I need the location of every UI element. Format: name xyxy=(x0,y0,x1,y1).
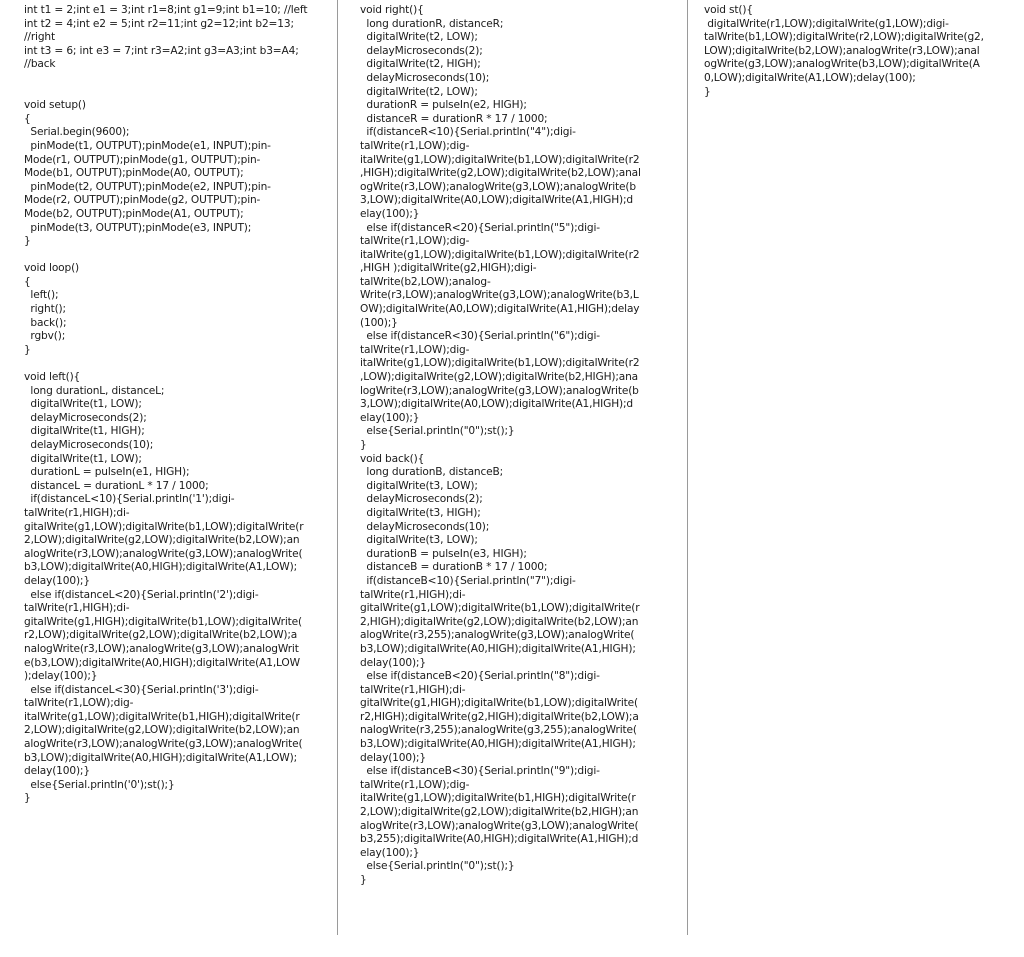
code-line: alogWrite(r3,LOW);analogWrite(g3,LOW);analogWrite( xyxy=(24,738,303,751)
code-line: ogWrite(g3,LOW);analogWrite(b3,LOW);digitalWrite(A xyxy=(704,58,980,71)
code-line: pinMode(t1, OUTPUT);pinMode(e1, INPUT);pin- xyxy=(24,139,271,152)
code-line: if(distanceR<10){Serial.println("4");digi- xyxy=(360,126,576,139)
code-line: } xyxy=(24,343,31,356)
code-line: else{Serial.println('0');st();} xyxy=(24,778,175,791)
code-line: alogWrite(r3,LOW);analogWrite(g3,LOW);analogWrite( xyxy=(24,547,303,560)
code-line: void left(){ xyxy=(24,371,81,384)
code-line: digitalWrite(t3, HIGH); xyxy=(360,506,481,519)
code-line: Mode(r2, OUTPUT);pinMode(g2, OUTPUT);pin- xyxy=(24,194,261,207)
code-line: } xyxy=(360,439,367,451)
code-line: );delay(100);} xyxy=(24,670,98,683)
code-line: talWrite(r1,LOW);dig- xyxy=(360,235,470,248)
code-column-middle xyxy=(360,4,678,888)
code-line: ,LOW);digitalWrite(g2,LOW);digitalWrite(b2,HIGH);ana xyxy=(360,371,639,384)
code-line: //right xyxy=(24,31,55,44)
code-line: } xyxy=(360,874,367,886)
code-column-left xyxy=(24,4,330,806)
code-line: talWrite(b1,LOW);digitalWrite(r2,LOW);digitalWrite(g2, xyxy=(704,31,984,44)
code-line: right(); xyxy=(24,303,66,316)
code-line: else if(distanceL<30){Serial.println('3');digi- xyxy=(24,683,259,696)
code-line: 2,LOW);digitalWrite(g2,LOW);digitalWrite(b2,HIGH);an xyxy=(360,806,639,819)
code-line: digitalWrite(t3, LOW); xyxy=(360,479,478,492)
code-line: else if(distanceR<20){Serial.println("5");digi- xyxy=(360,221,600,234)
column-divider xyxy=(687,0,688,935)
code-line: 3,LOW);digitalWrite(A0,LOW);digitalWrite(A1,HIGH);d xyxy=(360,398,633,411)
code-line: else{Serial.println("0");st();} xyxy=(360,425,515,438)
code-line: digitalWrite(t1, LOW); xyxy=(24,452,142,465)
code-line: //back xyxy=(24,58,56,71)
code-line: italWrite(g1,LOW);digitalWrite(b1,LOW);digitalWrite(r2 xyxy=(360,357,640,370)
code-line: void st(){ xyxy=(704,4,753,16)
code-line: { xyxy=(24,275,31,288)
code-line: Mode(r1, OUTPUT);pinMode(g1, OUTPUT);pin- xyxy=(24,153,261,166)
code-line: 2,LOW);digitalWrite(g2,LOW);digitalWrite(b2,LOW);an xyxy=(24,534,300,547)
code-line: talWrite(b2,LOW);analog- xyxy=(360,275,491,288)
code-line: else if(distanceB<20){Serial.println("8");digi- xyxy=(360,670,600,683)
code-line: (100);} xyxy=(360,316,398,329)
code-line: b3,LOW);digitalWrite(A0,HIGH);digitalWrite(A1,HIGH); xyxy=(360,642,636,655)
code-line: gitalWrite(g1,HIGH);digitalWrite(b1,LOW);digitalWrite( xyxy=(24,615,302,628)
code-line: r2,HIGH);digitalWrite(g2,HIGH);digitalWrite(b2,LOW);a xyxy=(360,710,639,723)
code-line: if(distanceL<10){Serial.println('1');digi- xyxy=(24,493,235,506)
code-line: void loop() xyxy=(24,262,80,275)
code-line: Mode(b1, OUTPUT);pinMode(A0, OUTPUT); xyxy=(24,167,244,180)
code-line: digitalWrite(t1, HIGH); xyxy=(24,425,145,438)
code-line: 0,LOW);digitalWrite(A1,LOW);delay(100); xyxy=(704,71,916,84)
code-column-right xyxy=(704,4,1014,99)
code-line: digitalWrite(t2, LOW); xyxy=(360,31,478,44)
code-line: pinMode(t2, OUTPUT);pinMode(e2, INPUT);pin- xyxy=(24,180,271,193)
code-line: void right(){ xyxy=(360,4,424,16)
code-line: gitalWrite(g1,LOW);digitalWrite(b1,LOW);digitalWrite(r xyxy=(360,602,640,615)
code-line: void back(){ xyxy=(360,452,425,465)
code-line: else{Serial.println("0");st();} xyxy=(360,860,515,873)
code-line: elay(100);} xyxy=(360,207,420,220)
code-line: talWrite(r1,LOW);dig- xyxy=(360,778,470,791)
code-line: rgbv(); xyxy=(24,330,66,343)
code-line: int t2 = 4;int e2 = 5;int r2=11;int g2=12;int b2=13; xyxy=(24,17,294,30)
code-line: talWrite(r1,HIGH);di- xyxy=(24,602,130,615)
code-line: b3,LOW);digitalWrite(A0,HIGH);digitalWrite(A1,LOW); xyxy=(24,751,297,764)
code-line: { xyxy=(24,112,31,125)
code-line: delayMicroseconds(2); xyxy=(24,411,147,424)
code-line: long durationB, distanceB; xyxy=(360,466,504,479)
code-line: delay(100);} xyxy=(24,574,90,587)
code-line: if(distanceB<10){Serial.println("7");digi- xyxy=(360,574,576,587)
code-line: else if(distanceB<30){Serial.println("9");digi- xyxy=(360,765,600,778)
code-line: durationR = pulseIn(e2, HIGH); xyxy=(360,99,527,112)
code-line: b3,LOW);digitalWrite(A0,HIGH);digitalWrite(A1,HIGH); xyxy=(360,738,636,751)
code-line: b3,LOW);digitalWrite(A0,HIGH);digitalWrite(A1,LOW); xyxy=(24,561,297,574)
code-line: 2,HIGH);digitalWrite(g2,LOW);digitalWrite(b2,LOW);an xyxy=(360,615,639,628)
code-line: else if(distanceR<30){Serial.println("6");digi- xyxy=(360,330,600,343)
code-line: talWrite(r1,LOW);dig- xyxy=(360,343,470,356)
code-line: italWrite(g1,LOW);digitalWrite(b1,HIGH);digitalWrite(r xyxy=(24,710,300,723)
code-line: elay(100);} xyxy=(360,846,420,859)
code-line: e(b3,LOW);digitalWrite(A0,HIGH);digitalWrite(A1,LOW xyxy=(24,656,300,669)
code-line: Write(r3,LOW);analogWrite(g3,LOW);analogWrite(b3,L xyxy=(360,289,639,302)
code-line: nalogWrite(r3,255);analogWrite(g3,255);analogWrite( xyxy=(360,724,637,737)
code-line: ,HIGH);digitalWrite(g2,LOW);digitalWrite(b2,LOW);anal xyxy=(360,167,641,180)
code-line: talWrite(r1,LOW);dig- xyxy=(24,697,134,710)
code-line: delay(100);} xyxy=(360,656,426,669)
code-line: alogWrite(r3,LOW);analogWrite(g3,LOW);analogWrite( xyxy=(360,819,639,832)
code-line: left(); xyxy=(24,289,59,302)
code-line: } xyxy=(24,235,31,248)
code-line: delayMicroseconds(10); xyxy=(360,520,490,533)
code-line: int t1 = 2;int e1 = 3;int r1=8;int g1=9;int b1=10; //left xyxy=(24,4,308,16)
code-line: logWrite(r3,LOW);analogWrite(g3,LOW);analogWrite(b xyxy=(360,384,639,397)
code-line: Serial.begin(9600); xyxy=(24,126,130,139)
code-line: digitalWrite(t1, LOW); xyxy=(24,398,142,411)
code-line: delayMicroseconds(2); xyxy=(360,44,483,57)
code-line: delayMicroseconds(10); xyxy=(24,439,154,451)
code-line: OW);digitalWrite(A0,LOW);digitalWrite(A1,HIGH);delay xyxy=(360,303,640,316)
code-line: digitalWrite(t2, LOW); xyxy=(360,85,478,98)
code-line: digitalWrite(t2, HIGH); xyxy=(360,58,481,71)
code-line: durationL = pulseIn(e1, HIGH); xyxy=(24,466,190,479)
code-line: 2,LOW);digitalWrite(g2,LOW);digitalWrite(b2,LOW);an xyxy=(24,724,300,737)
code-line: Mode(b2, OUTPUT);pinMode(A1, OUTPUT); xyxy=(24,207,244,220)
code-line: } xyxy=(704,85,711,98)
code-line: delay(100);} xyxy=(24,765,90,778)
code-line: else if(distanceL<20){Serial.println('2');digi- xyxy=(24,588,259,601)
code-line: ogWrite(r3,LOW);analogWrite(g3,LOW);analogWrite(b xyxy=(360,180,636,193)
code-line: long durationR, distanceR; xyxy=(360,17,504,30)
code-line: r2,LOW);digitalWrite(g2,LOW);digitalWrite(b2,LOW);a xyxy=(24,629,298,642)
code-line: LOW);digitalWrite(b2,LOW);analogWrite(r3,LOW);anal xyxy=(704,44,980,57)
code-line: delayMicroseconds(2); xyxy=(360,493,483,506)
code-line: distanceB = durationB * 17 / 1000; xyxy=(360,561,548,574)
column-divider xyxy=(337,0,338,935)
code-line: distanceL = durationL * 17 / 1000; xyxy=(24,479,209,492)
code-line: italWrite(g1,LOW);digitalWrite(b1,HIGH);digitalWrite(r xyxy=(360,792,636,805)
code-line: italWrite(g1,LOW);digitalWrite(b1,LOW);digitalWrite(r2 xyxy=(360,153,640,166)
code-line: } xyxy=(24,792,31,805)
code-line: talWrite(r1,HIGH);di- xyxy=(360,588,466,601)
code-line: talWrite(r1,HIGH);di- xyxy=(24,506,130,519)
code-line: delayMicroseconds(10); xyxy=(360,71,490,84)
code-line: italWrite(g1,LOW);digitalWrite(b1,LOW);digitalWrite(r2 xyxy=(360,248,640,261)
code-line: 3,LOW);digitalWrite(A0,LOW);digitalWrite(A1,HIGH);d xyxy=(360,194,633,207)
code-line: void setup() xyxy=(24,99,86,112)
code-line: distanceR = durationR * 17 / 1000; xyxy=(360,112,548,125)
code-line: nalogWrite(r3,LOW);analogWrite(g3,LOW);analogWrit xyxy=(24,642,299,655)
code-line: digitalWrite(t3, LOW); xyxy=(360,534,478,547)
code-line: long durationL, distanceL; xyxy=(24,384,165,397)
code-line: int t3 = 6; int e3 = 7;int r3=A2;int g3=A3;int b3=A4; xyxy=(24,44,299,57)
code-line: back(); xyxy=(24,316,67,329)
code-line: gitalWrite(g1,HIGH);digitalWrite(b1,LOW);digitalWrite( xyxy=(360,697,638,710)
code-line: digitalWrite(r1,LOW);digitalWrite(g1,LOW);digi- xyxy=(704,17,949,30)
code-line: gitalWrite(g1,LOW);digitalWrite(b1,LOW);digitalWrite(r xyxy=(24,520,304,533)
code-line: ,HIGH );digitalWrite(g2,HIGH);digi- xyxy=(360,262,537,275)
code-line: alogWrite(r3,255);analogWrite(g3,LOW);analogWrite( xyxy=(360,629,635,642)
code-line: durationB = pulseIn(e3, HIGH); xyxy=(360,547,527,560)
code-line: b3,255);digitalWrite(A0,HIGH);digitalWrite(A1,HIGH);d xyxy=(360,833,639,846)
code-line: pinMode(t3, OUTPUT);pinMode(e3, INPUT); xyxy=(24,221,252,234)
code-line: elay(100);} xyxy=(360,411,420,424)
code-line: delay(100);} xyxy=(360,751,426,764)
code-line: talWrite(r1,LOW);dig- xyxy=(360,139,470,152)
code-line: talWrite(r1,HIGH);di- xyxy=(360,683,466,696)
